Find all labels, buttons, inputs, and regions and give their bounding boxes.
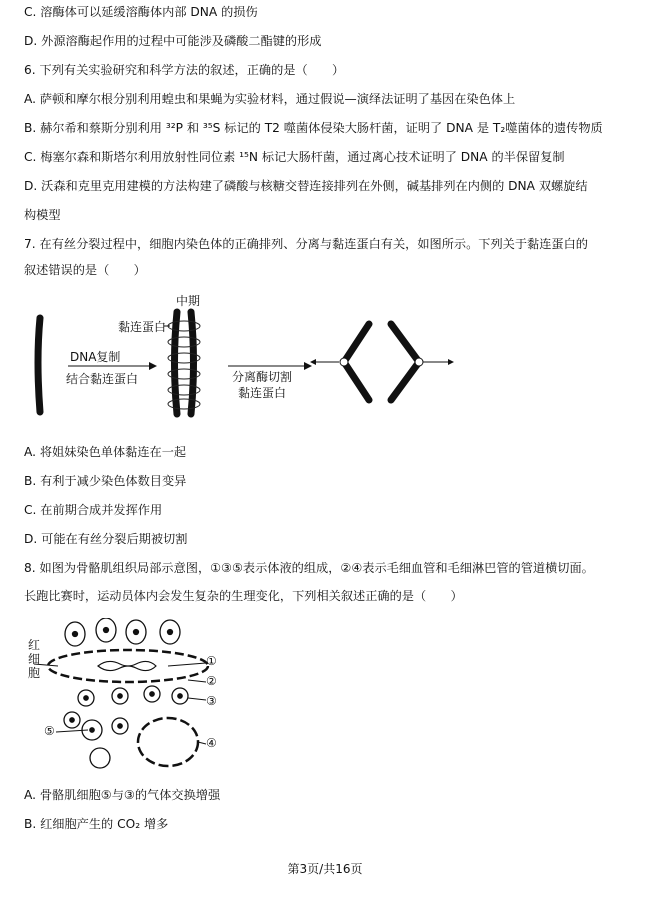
q8-option-b: B. 红细胞产生的 CO₂ 增多 <box>24 817 169 831</box>
question-8-cont: 长跑比赛时，运动员体内会发生复杂的生理变化，下列相关叙述正确的是（ ） <box>24 589 463 603</box>
page-footer: 第3页/共16页 <box>287 862 363 876</box>
question-6: 6. 下列有关实验研究和科学方法的叙述，正确的是（ ） <box>24 63 345 77</box>
label-rbc-2: 细 <box>28 652 41 666</box>
pull-arrow-right-head <box>448 359 454 365</box>
q7-option-c: C. 在前期合成并发挥作用 <box>24 503 163 517</box>
chromatid-right <box>191 312 194 414</box>
label-cohesin: 黏连蛋白 <box>118 320 167 334</box>
q7-option-d: D. 可能在有丝分裂后期被切割 <box>24 532 188 546</box>
q6-option-d-cont: 构模型 <box>24 208 61 222</box>
question-8: 8. 如图为骨骼肌组织局部示意图，①③⑤表示体液的组成，②④表示毛细血管和毛细淋巴管的管道横切面。 <box>24 561 594 575</box>
label-metaphase: 中期 <box>176 294 201 308</box>
marker-3: ③ <box>206 694 217 708</box>
marker-5: ⑤ <box>44 724 55 738</box>
tissue-diagram <box>28 618 228 778</box>
question-7-cont: 叙述错误的是（ ） <box>24 263 146 277</box>
marker-4: ④ <box>206 736 217 750</box>
skeletal-muscle-figure <box>28 618 228 778</box>
chromatid-left <box>175 312 178 414</box>
option-c-prev: C. 溶酶体可以延缓溶酶体内部 DNA 的损伤 <box>24 5 258 19</box>
pull-arrow-left-head <box>310 359 316 365</box>
q7-option-b: B. 有利于减少染色体数目变异 <box>24 474 187 488</box>
label-bind-cohesin: 结合黏连蛋白 <box>66 372 139 386</box>
red-blood-cell <box>98 661 156 670</box>
q6-option-a: A. 萨顿和摩尔根分别利用蝗虫和果蝇为实验材料，通过假说—演绎法证明了基因在染色体上 <box>24 92 516 106</box>
mitosis-cohesin-figure <box>24 290 504 430</box>
arrow-replication-head <box>149 362 157 370</box>
centromere-left <box>340 358 348 366</box>
chromosome-single <box>38 318 40 412</box>
q6-option-d: D. 沃森和克里克用建模的方法构建了磷酸与核糖交替连接排列在外侧，碱基排列在内侧的 DNA 双螺旋结 <box>24 179 588 193</box>
label-rbc-1: 红 <box>28 638 41 652</box>
label-cohesin-cut: 黏连蛋白 <box>238 386 287 400</box>
option-d-prev: D. 外源溶酶起作用的过程中可能涉及磷酸二酯键的形成 <box>24 34 322 48</box>
centromere-right <box>415 358 423 366</box>
lymph-vessel <box>138 718 198 766</box>
question-7: 7. 在有丝分裂过程中，细胞内染色体的正确排列、分离与黏连蛋白有关，如图所示。下列关于黏连蛋白的 <box>24 237 588 251</box>
label-separase: 分离酶切割 <box>232 370 293 384</box>
q8-option-a: A. 骨骼肌细胞⑤与③的气体交换增强 <box>24 788 221 802</box>
q6-option-c: C. 梅塞尔森和斯塔尔利用放射性同位素 ¹⁵N 标记大肠杆菌，通过离心技术证明了 DNA 的半保留复制 <box>24 150 565 164</box>
arrow-separase-head <box>304 362 312 370</box>
label-rbc-3: 胞 <box>28 666 41 680</box>
q7-option-a: A. 将姐妹染色单体黏连在一起 <box>24 445 187 459</box>
q6-option-b: B. 赫尔希和蔡斯分别利用 ³²P 和 ³⁵S 标记的 T2 噬菌体侵染大肠杆菌，证明了 DNA 是 T₂噬菌体的遗传物质 <box>24 121 603 135</box>
marker-2: ② <box>206 674 217 688</box>
marker-1: ① <box>206 654 217 668</box>
label-dna-replication: DNA复制 <box>70 350 121 364</box>
